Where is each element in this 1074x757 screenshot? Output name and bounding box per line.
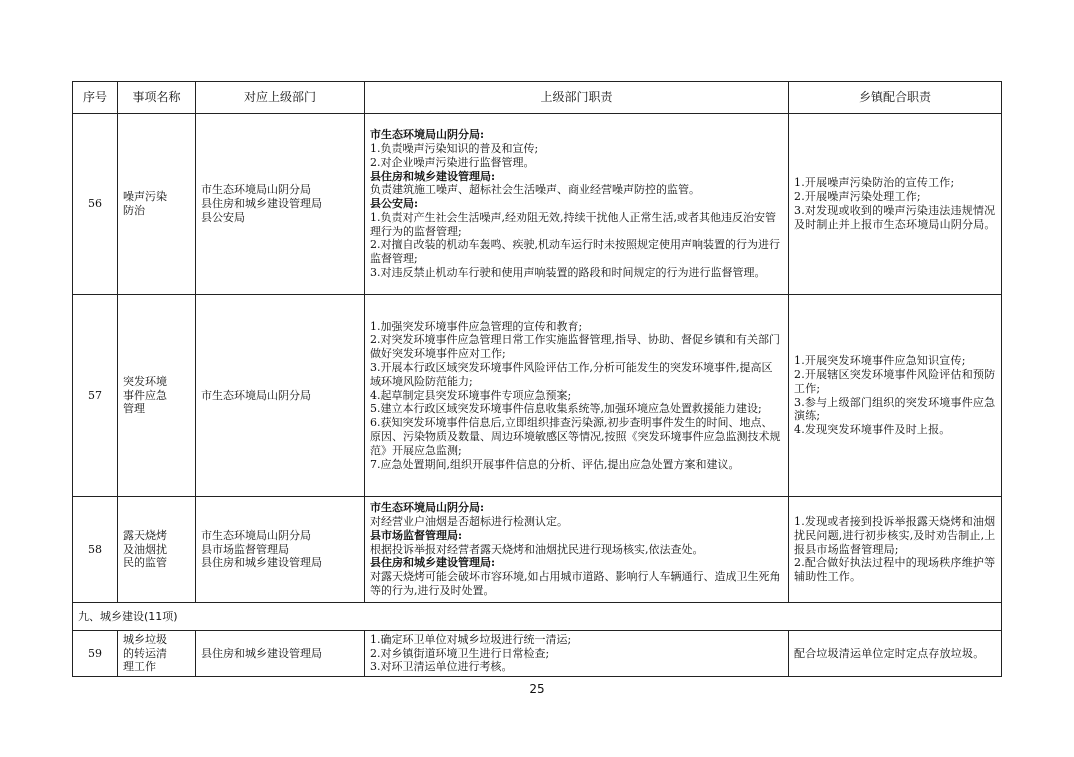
duty-cell [365,114,789,295]
duty-line: 3.对环卫清运单位进行考核。 [370,660,513,674]
duty-line: 2.对乡镇街道环境卫生进行日常检查; [370,646,550,660]
town-cell: 1.开展突发环境事件应急知识宣传; 2.开展辖区突发环境事件风险评估和预防工作; 3.参与上级部门组织的突发环境事件应急演练; 4.发现突发环境事件及时上报。 [789,295,1002,497]
row-number: 58 [73,497,118,603]
duty-line: 2.对突发环境事件应急管理日常工作实施监督管理,指导、协助、督促乡镇和有关部门做好突发环境事件应对工作; [370,333,780,361]
row-number: 59 [73,631,118,677]
duty-line: 7.应急处置期间,组织开展事件信息的分析、评估,提出应急处置方案和建议。 [370,457,740,471]
duty-line: 1.负责对产生社会生活噪声,经劝阻无效,持续干扰他人正常生活,或者其他违反治安管理行为的监督管理; [370,210,776,238]
duty-line: 3.对违反禁止机动车行驶和使用声响装置的路段和时间规定的行为进行监督管理。 [370,266,766,280]
duty-line: 对露天烧烤可能会破坏市容环境,如占用城市道路、影响行人车辆通行、造成卫生死角等的行为,进行及时处置。 [370,570,781,597]
dept-cell: 市生态环境局山阴分局 县市场监督管理局 县住房和城乡建设管理局 [196,497,365,603]
table-row [73,114,1002,295]
duty-dept-heading: 县公安局: [370,197,419,211]
row-number: 56 [73,114,118,295]
header-no: 序号 [73,82,118,114]
item-name: 露天烧烤 及油烟扰 民的监管 [118,497,196,603]
table-row [73,497,1002,603]
header-dept: 对应上级部门 [196,82,365,114]
table-row [73,631,1002,677]
duty-cell [365,295,789,497]
section-row [73,603,1002,631]
duty-line: 根据投诉举报对经营者露天烧烤和油烟扰民进行现场核实,依法查处。 [370,542,704,556]
header-duty: 上级部门职责 [365,82,789,114]
duty-line: 4.起草制定县突发环境事件专项应急预案; [370,388,572,402]
table-header-row [73,82,1002,114]
duty-line: 对经营业户油烟是否超标进行检测认定。 [370,515,568,528]
duty-dept-heading: 市生态环境局山阴分局: [370,501,485,515]
duty-dept-heading: 市生态环境局山阴分局: [370,128,485,142]
duty-line: 3.开展本行政区域突发环境事件风险评估工作,分析可能发生的突发环境事件,提高区域环境风险防范能力; [370,361,773,388]
duty-line: 2.对擅自改装的机动车轰鸣、疾驶,机动车运行时未按照规定使用声响装置的行为进行监督管理; [370,238,780,266]
item-name: 突发环境 事件应急 管理 [118,295,196,497]
dept-cell: 市生态环境局山阴分局 县住房和城乡建设管理局 县公安局 [196,114,365,295]
duty-table [72,81,1002,677]
duty-dept-heading: 县住房和城乡建设管理局: [370,556,496,570]
duty-dept-heading: 县市场监督管理局: [370,528,463,542]
duty-cell [365,497,789,603]
duty-line: 1.加强突发环境事件应急管理的宣传和教育; [370,319,583,333]
town-cell: 配合垃圾清运单位定时定点存放垃圾。 [789,631,1002,677]
header-town: 乡镇配合职责 [789,82,1002,114]
duty-line: 负责建筑施工噪声、超标社会生活噪声、商业经营噪声防控的监管。 [370,183,700,197]
duty-line: 1.确定环卫单位对城乡垃圾进行统一清运; [370,632,572,646]
table-row [73,295,1002,497]
duty-line: 2.对企业噪声污染进行监督管理。 [370,155,535,169]
dept-cell: 市生态环境局山阴分局 [196,295,365,497]
duty-cell [365,631,789,677]
row-number: 57 [73,295,118,497]
town-cell: 1.发现或者接到投诉举报露天烧烤和油烟扰民问题,进行初步核实,及时劝告制止,上报县市场监督管理局; 2.配合做好执法过程中的现场秩序维护等辅助性工作。 [789,497,1002,603]
page-number: 25 [529,682,545,696]
section-title: 九、城乡建设(11项) [73,603,1002,631]
header-name: 事项名称 [118,82,196,114]
town-cell: 1.开展噪声污染防治的宣传工作; 2.开展噪声污染处理工作; 3.对发现或收到的噪声污染违法违规情况及时制止并上报市生态环境局山阴分局。 [789,114,1002,295]
dept-cell: 县住房和城乡建设管理局 [196,631,365,677]
duty-line: 1.负责噪声污染知识的普及和宣传; [370,141,539,155]
item-name: 城乡垃圾 的转运清 理工作 [118,631,196,677]
duty-dept-heading: 县住房和城乡建设管理局: [370,169,496,183]
duty-line: 6.获知突发环境事件信息后,立即组织排查污染源,初步查明事件发生的时间、地点、原因、污染物质及数量、周边环境敏感区等情况,按照《突发环境事件应急监测技术规范》开展应急监测; [370,416,781,457]
duty-line: 5.建立本行政区域突发环境事件信息收集系统等,加强环境应急处置救援能力建设; [370,402,762,416]
item-name: 噪声污染 防治 [118,114,196,295]
